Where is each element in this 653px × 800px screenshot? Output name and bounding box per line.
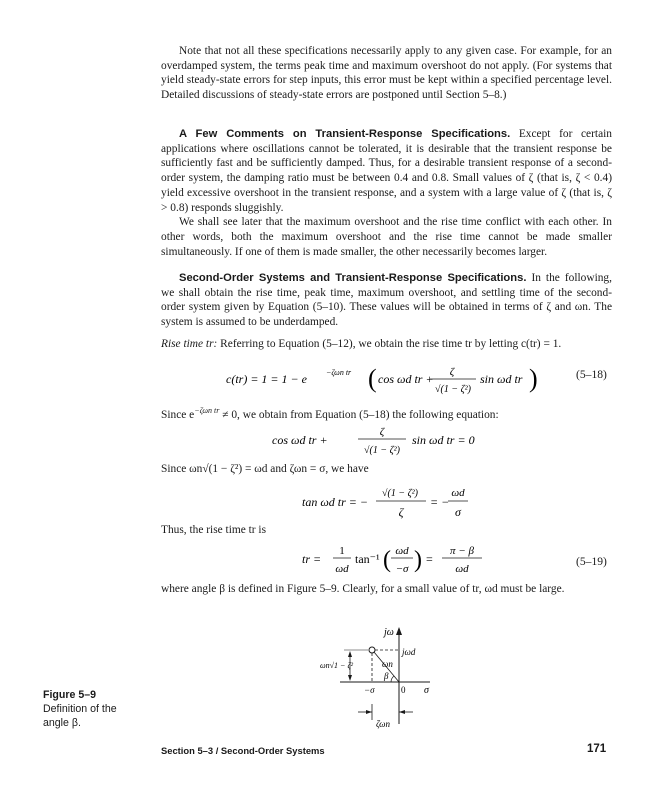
footer-section-title: Section 5–3 / Second-Order Systems bbox=[161, 745, 325, 756]
eq-5-18-left-paren: ( bbox=[368, 364, 377, 393]
eq-b-frac-num: ζ bbox=[379, 426, 385, 438]
eq-5-19-frac3-den: ωd bbox=[455, 563, 469, 575]
eq-5-19-frac2-num: ωd bbox=[395, 545, 409, 557]
intro-paragraph bbox=[161, 44, 612, 103]
eq-5-19-frac1-num: 1 bbox=[339, 545, 345, 557]
eq-5-19-right-paren: ) bbox=[414, 547, 422, 573]
eq-5-18-lhs: c(tr) = 1 = 1 − e bbox=[226, 372, 307, 386]
rise-time-text: Referring to Equation (5–12), we obtain the rise time tr by letting c(tr) = 1. bbox=[220, 338, 562, 350]
eq-c-frac1-num: √(1 − ζ²) bbox=[382, 488, 418, 499]
equation-5-19 bbox=[302, 541, 502, 585]
eq-5-19-frac3-num: π − β bbox=[450, 545, 474, 557]
section-second-order-text: In the following, we shall obtain the rise time, peak time, maximum overshoot, and settling time of the second-order system given by Equation (5–10). These values will be obtained in terms of ζ and ωn. The system is assumed to be underdamped. bbox=[161, 272, 612, 329]
figure-caption bbox=[43, 688, 143, 730]
since-exp-exponent: −ζωn tr bbox=[194, 406, 220, 415]
section-second-order bbox=[161, 271, 612, 330]
equation-cos-sin bbox=[272, 422, 552, 464]
eq-c-frac1-den: ζ bbox=[398, 505, 404, 519]
eq-5-19-tan: tan⁻¹ bbox=[355, 552, 380, 566]
eq-5-18-frac-den: √(1 − ζ²) bbox=[435, 384, 471, 395]
eq-5-19-frac2-den: −σ bbox=[395, 563, 409, 575]
zeta-wn-arrow-left bbox=[366, 710, 372, 714]
zero-label: 0 bbox=[401, 685, 406, 695]
rise-time-paragraph bbox=[161, 337, 612, 352]
wd-vertical-label: ωn√1 − ζ² bbox=[320, 661, 354, 670]
zeta-wn-arrow-right bbox=[399, 710, 405, 714]
where-text: where angle β is defined in Figure 5–9. Clearly, for a small value of tr, ωd must be large. bbox=[161, 583, 565, 595]
beta-arc bbox=[391, 676, 394, 682]
beta-label: β bbox=[384, 671, 389, 681]
figure-caption-text: Definition of the angle β. bbox=[43, 703, 117, 729]
eq-5-19-frac1-den: ωd bbox=[335, 563, 349, 575]
section-transient-comments bbox=[161, 127, 612, 259]
figure-5-9-diagram bbox=[320, 622, 460, 734]
eq-5-19-number: (5–19) bbox=[576, 555, 607, 568]
wd-dimension-arrow-up bbox=[348, 651, 352, 657]
eq-5-18-frac-num: ζ bbox=[449, 366, 455, 378]
figure-label: Figure 5–9 bbox=[43, 689, 96, 701]
eq-c-mid: = − bbox=[430, 495, 450, 509]
sigma-label: σ bbox=[424, 685, 429, 696]
eq-5-19-lhs: tr = bbox=[302, 552, 322, 566]
equation-tan bbox=[302, 483, 542, 527]
section-transient-comments-para2: We shall see later that the maximum overshoot and the rise time conflict with each other. In other words, both the maximum overshoot and the rise time cannot be made smaller simultaneously. If one of them is made smaller, the other necessarily becomes larger. bbox=[161, 216, 612, 258]
eq-5-18-number: (5–18) bbox=[576, 368, 607, 381]
section-transient-comments-text: Except for certain applications where oscillations cannot be tolerated, it is desirable that the transient response be sufficiently fast and be sufficiently damped. Thus, for a desirable transient response of a second-order system, the damping ratio must be between 0.4 and 0.8. Small values of ζ (that is, ζ < 0.4) yield excessive overshoot in the transient response, and a system with a large value of ζ (that is, ζ > 0.8) responds sluggishly. bbox=[161, 128, 612, 214]
eq-5-18-sin-term: sin ωd tr bbox=[480, 372, 523, 386]
eq-5-19-left-paren: ( bbox=[383, 547, 391, 573]
wd-dimension-arrow-down bbox=[348, 675, 352, 681]
eq-c-frac2-den: σ bbox=[455, 505, 461, 519]
eq-5-18-exponent: −ζωn tr bbox=[326, 368, 352, 377]
section-heading-transient-comments: A Few Comments on Transient-Response Specifications. bbox=[179, 128, 511, 140]
since-wn-text: Since ωn√(1 − ζ²) = ωd and ζωn = σ, we have bbox=[161, 463, 369, 475]
zeta-wn-label: ζωn bbox=[376, 719, 390, 729]
jwd-label: jωd bbox=[402, 647, 416, 657]
eq-5-18-cos-term: cos ωd tr + bbox=[378, 372, 434, 386]
intro-text: Note that not all these specifications necessarily apply to any given case. For example, for an overdamped system, the terms peak time and maximum overshoot do not apply. (For systems that yield steady-state errors for step inputs, this error must be kept within a specified percentage level. Detailed discussions of steady-state errors are postponed until Section 5–8.) bbox=[161, 45, 612, 102]
jw-label: jω bbox=[384, 627, 394, 638]
rise-time-label: Rise time tr: bbox=[161, 338, 218, 350]
minus-sigma-label: −σ bbox=[364, 685, 375, 695]
since-exp-text-b: ≠ 0, we obtain from Equation (5–18) the following equation: bbox=[222, 408, 499, 421]
thus-paragraph bbox=[161, 523, 612, 538]
thus-text: Thus, the rise time tr is bbox=[161, 524, 267, 536]
since-exp-paragraph bbox=[161, 404, 612, 423]
imaginary-axis-arrow bbox=[396, 627, 402, 635]
where-paragraph bbox=[161, 582, 612, 597]
eq-b-frac-den: √(1 − ζ²) bbox=[364, 445, 400, 456]
page-number: 171 bbox=[587, 743, 607, 755]
wn-label: ωn bbox=[382, 659, 393, 669]
eq-c-frac2-num: ωd bbox=[451, 487, 465, 499]
eq-b-cos-term: cos ωd tr + bbox=[272, 433, 328, 447]
since-wn-paragraph bbox=[161, 462, 612, 477]
eq-5-19-eq: = bbox=[426, 552, 433, 566]
equation-5-18 bbox=[226, 360, 546, 406]
section-heading-second-order: Second-Order Systems and Transient-Response Specifications. bbox=[179, 272, 527, 284]
eq-c-lhs: tan ωd tr = − bbox=[302, 495, 369, 509]
since-exp-text-a: Since e bbox=[161, 408, 195, 421]
eq-5-18-right-paren: ) bbox=[529, 364, 538, 393]
eq-b-sin-term: sin ωd tr = 0 bbox=[412, 433, 475, 447]
